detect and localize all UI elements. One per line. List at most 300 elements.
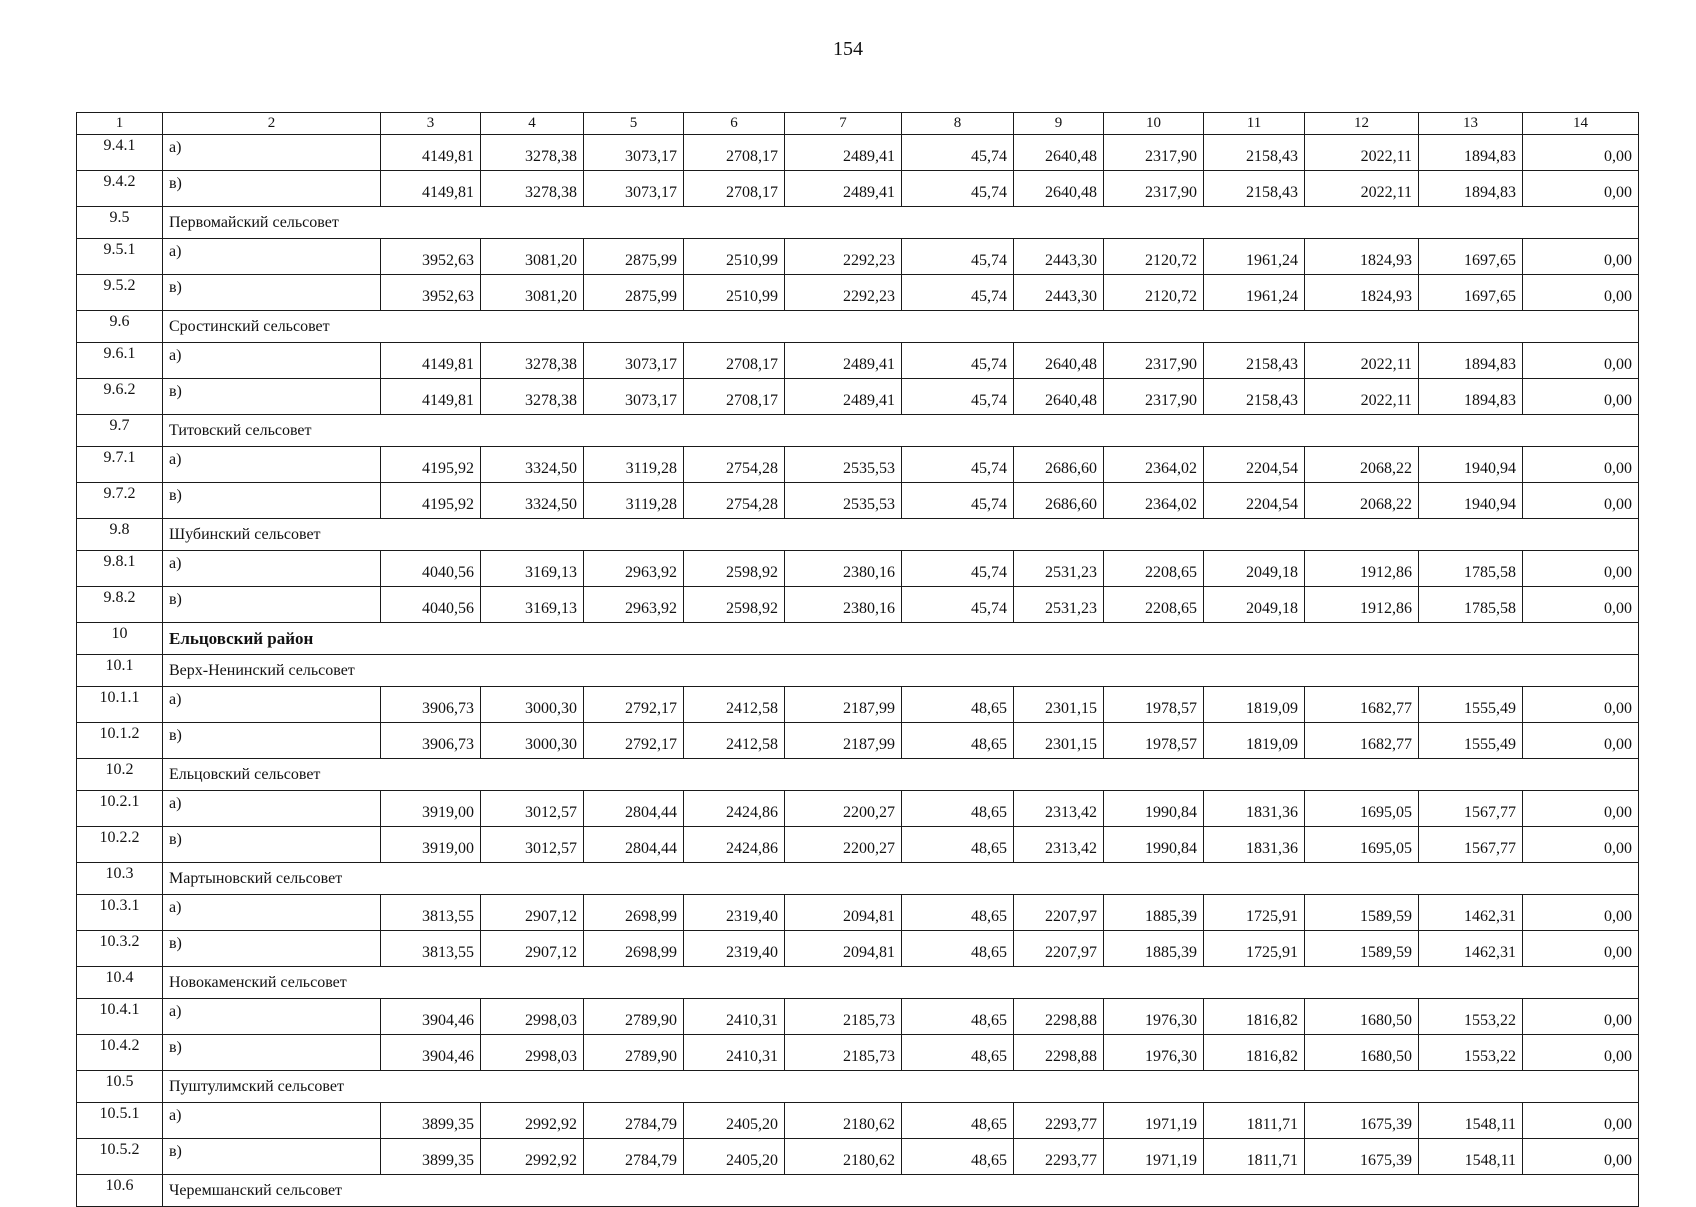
- row-label: а): [163, 551, 381, 587]
- section-title: Новокаменский сельсовет: [163, 967, 1639, 999]
- value-cell: 1940,94: [1419, 447, 1523, 483]
- value-cell: 2640,48: [1014, 379, 1104, 415]
- table-row: [77, 239, 1639, 275]
- value-cell: 2443,30: [1014, 275, 1104, 311]
- value-cell: 3278,38: [481, 379, 584, 415]
- value-cell: 2640,48: [1014, 171, 1104, 207]
- row-code: 10.3.2: [77, 931, 163, 967]
- table-row: [77, 135, 1639, 171]
- row-code: 10.5: [77, 1071, 163, 1103]
- value-cell: 2489,41: [785, 135, 902, 171]
- value-cell: 1555,49: [1419, 723, 1523, 759]
- value-cell: 0,00: [1523, 551, 1639, 587]
- row-label: а): [163, 895, 381, 931]
- value-cell: 2489,41: [785, 343, 902, 379]
- table-row: [77, 551, 1639, 587]
- value-cell: 3169,13: [481, 587, 584, 623]
- value-cell: 2317,90: [1104, 135, 1204, 171]
- value-cell: 2410,31: [684, 999, 785, 1035]
- value-cell: 3952,63: [381, 239, 481, 275]
- value-cell: 1680,50: [1305, 1035, 1419, 1071]
- row-code: 9.6.1: [77, 343, 163, 379]
- value-cell: 0,00: [1523, 587, 1639, 623]
- row-label: в): [163, 483, 381, 519]
- value-cell: 48,65: [902, 1103, 1014, 1139]
- value-cell: 45,74: [902, 171, 1014, 207]
- value-cell: 4040,56: [381, 551, 481, 587]
- value-cell: 2208,65: [1104, 587, 1204, 623]
- value-cell: 2792,17: [584, 687, 684, 723]
- value-cell: 1961,24: [1204, 239, 1305, 275]
- value-cell: 48,65: [902, 723, 1014, 759]
- value-cell: 2068,22: [1305, 483, 1419, 519]
- value-cell: 0,00: [1523, 171, 1639, 207]
- value-cell: 2158,43: [1204, 343, 1305, 379]
- value-cell: 2094,81: [785, 931, 902, 967]
- value-cell: 2443,30: [1014, 239, 1104, 275]
- section-row: [77, 655, 1639, 687]
- value-cell: 2187,99: [785, 687, 902, 723]
- value-cell: 2207,97: [1014, 895, 1104, 931]
- section-title: Ельцовский сельсовет: [163, 759, 1639, 791]
- value-cell: 2510,99: [684, 239, 785, 275]
- value-cell: 1978,57: [1104, 687, 1204, 723]
- table-row: [77, 687, 1639, 723]
- value-cell: 2875,99: [584, 275, 684, 311]
- value-cell: 1816,82: [1204, 999, 1305, 1035]
- value-cell: 1990,84: [1104, 827, 1204, 863]
- value-cell: 0,00: [1523, 379, 1639, 415]
- value-cell: 2301,15: [1014, 687, 1104, 723]
- value-cell: 1785,58: [1419, 551, 1523, 587]
- value-cell: 2489,41: [785, 379, 902, 415]
- value-cell: 1548,11: [1419, 1103, 1523, 1139]
- value-cell: 1971,19: [1104, 1139, 1204, 1175]
- column-header: 13: [1419, 113, 1523, 135]
- value-cell: 2298,88: [1014, 1035, 1104, 1071]
- table-row: [77, 483, 1639, 519]
- row-label: в): [163, 379, 381, 415]
- row-code: 9.4.1: [77, 135, 163, 171]
- value-cell: 2022,11: [1305, 379, 1419, 415]
- table-row: [77, 999, 1639, 1035]
- value-cell: 1816,82: [1204, 1035, 1305, 1071]
- value-cell: 2708,17: [684, 135, 785, 171]
- district-row: [77, 623, 1639, 655]
- value-cell: 0,00: [1523, 239, 1639, 275]
- row-code: 10.5.1: [77, 1103, 163, 1139]
- value-cell: 4149,81: [381, 379, 481, 415]
- value-cell: 1990,84: [1104, 791, 1204, 827]
- value-cell: 0,00: [1523, 931, 1639, 967]
- value-cell: 2963,92: [584, 551, 684, 587]
- value-cell: 1725,91: [1204, 931, 1305, 967]
- value-cell: 1555,49: [1419, 687, 1523, 723]
- row-code: 10.1.1: [77, 687, 163, 723]
- section-title: Шубинский сельсовет: [163, 519, 1639, 551]
- column-header: 1: [77, 113, 163, 135]
- value-cell: 2022,11: [1305, 135, 1419, 171]
- value-cell: 2364,02: [1104, 447, 1204, 483]
- value-cell: 2789,90: [584, 1035, 684, 1071]
- value-cell: 3278,38: [481, 135, 584, 171]
- table-row: [77, 343, 1639, 379]
- value-cell: 2120,72: [1104, 239, 1204, 275]
- value-cell: 2204,54: [1204, 483, 1305, 519]
- value-cell: 3899,35: [381, 1103, 481, 1139]
- row-code: 9.6.2: [77, 379, 163, 415]
- column-header: 7: [785, 113, 902, 135]
- value-cell: 1697,65: [1419, 275, 1523, 311]
- value-cell: 3813,55: [381, 895, 481, 931]
- value-cell: 2708,17: [684, 379, 785, 415]
- value-cell: 1824,93: [1305, 275, 1419, 311]
- row-code: 9.4.2: [77, 171, 163, 207]
- value-cell: 2317,90: [1104, 171, 1204, 207]
- value-cell: 45,74: [902, 239, 1014, 275]
- value-cell: 2489,41: [785, 171, 902, 207]
- row-code: 9.8: [77, 519, 163, 551]
- value-cell: 45,74: [902, 551, 1014, 587]
- row-label: в): [163, 1139, 381, 1175]
- value-cell: 1831,36: [1204, 827, 1305, 863]
- section-row: [77, 207, 1639, 239]
- value-cell: 1894,83: [1419, 171, 1523, 207]
- value-cell: 1912,86: [1305, 551, 1419, 587]
- value-cell: 0,00: [1523, 1139, 1639, 1175]
- column-header: 4: [481, 113, 584, 135]
- value-cell: 3119,28: [584, 483, 684, 519]
- value-cell: 45,74: [902, 483, 1014, 519]
- value-cell: 2698,99: [584, 931, 684, 967]
- value-cell: 2208,65: [1104, 551, 1204, 587]
- value-cell: 3012,57: [481, 827, 584, 863]
- row-code: 10.1.2: [77, 723, 163, 759]
- value-cell: 1462,31: [1419, 895, 1523, 931]
- value-cell: 2992,92: [481, 1103, 584, 1139]
- value-cell: 0,00: [1523, 135, 1639, 171]
- value-cell: 1695,05: [1305, 827, 1419, 863]
- value-cell: 2412,58: [684, 723, 785, 759]
- value-cell: 1553,22: [1419, 999, 1523, 1035]
- row-label: в): [163, 827, 381, 863]
- section-row: [77, 519, 1639, 551]
- section-row: [77, 1175, 1639, 1207]
- section-row: [77, 759, 1639, 791]
- row-label: в): [163, 275, 381, 311]
- section-row: [77, 967, 1639, 999]
- value-cell: 3000,30: [481, 723, 584, 759]
- row-code: 10.4.2: [77, 1035, 163, 1071]
- section-row: [77, 415, 1639, 447]
- value-cell: 2200,27: [785, 827, 902, 863]
- value-cell: 3278,38: [481, 343, 584, 379]
- value-cell: 3073,17: [584, 135, 684, 171]
- column-header: 11: [1204, 113, 1305, 135]
- value-cell: 2022,11: [1305, 171, 1419, 207]
- value-cell: 2158,43: [1204, 135, 1305, 171]
- section-row: [77, 311, 1639, 343]
- value-cell: 3904,46: [381, 999, 481, 1035]
- value-cell: 1894,83: [1419, 135, 1523, 171]
- value-cell: 2412,58: [684, 687, 785, 723]
- row-code: 10.2.2: [77, 827, 163, 863]
- value-cell: 48,65: [902, 687, 1014, 723]
- value-cell: 2068,22: [1305, 447, 1419, 483]
- value-cell: 2907,12: [481, 931, 584, 967]
- row-label: а): [163, 999, 381, 1035]
- value-cell: 2204,54: [1204, 447, 1305, 483]
- value-cell: 1885,39: [1104, 931, 1204, 967]
- value-cell: 2875,99: [584, 239, 684, 275]
- value-cell: 2708,17: [684, 343, 785, 379]
- column-number-row: [77, 113, 1639, 135]
- table-row: [77, 931, 1639, 967]
- value-cell: 1697,65: [1419, 239, 1523, 275]
- value-cell: 0,00: [1523, 275, 1639, 311]
- value-cell: 1978,57: [1104, 723, 1204, 759]
- value-cell: 2317,90: [1104, 343, 1204, 379]
- column-header: 5: [584, 113, 684, 135]
- value-cell: 2049,18: [1204, 551, 1305, 587]
- value-cell: 4195,92: [381, 447, 481, 483]
- value-cell: 0,00: [1523, 895, 1639, 931]
- value-cell: 4195,92: [381, 483, 481, 519]
- value-cell: 2784,79: [584, 1139, 684, 1175]
- value-cell: 0,00: [1523, 1035, 1639, 1071]
- value-cell: 1567,77: [1419, 827, 1523, 863]
- row-label: а): [163, 447, 381, 483]
- value-cell: 1725,91: [1204, 895, 1305, 931]
- value-cell: 2319,40: [684, 931, 785, 967]
- row-code: 9.5.2: [77, 275, 163, 311]
- value-cell: 48,65: [902, 827, 1014, 863]
- value-cell: 3278,38: [481, 171, 584, 207]
- value-cell: 2049,18: [1204, 587, 1305, 623]
- value-cell: 1824,93: [1305, 239, 1419, 275]
- column-header: 12: [1305, 113, 1419, 135]
- row-code: 10.3: [77, 863, 163, 895]
- value-cell: 0,00: [1523, 999, 1639, 1035]
- value-cell: 3000,30: [481, 687, 584, 723]
- table-row: [77, 1035, 1639, 1071]
- value-cell: 1885,39: [1104, 895, 1204, 931]
- table-row: [77, 1103, 1639, 1139]
- row-label: в): [163, 931, 381, 967]
- value-cell: 3012,57: [481, 791, 584, 827]
- value-cell: 1682,77: [1305, 723, 1419, 759]
- section-title: Черемшанский сельсовет: [163, 1175, 1639, 1207]
- value-cell: 45,74: [902, 587, 1014, 623]
- row-code: 10: [77, 623, 163, 655]
- table-row: [77, 275, 1639, 311]
- value-cell: 1682,77: [1305, 687, 1419, 723]
- value-cell: 3324,50: [481, 483, 584, 519]
- table-row: [77, 723, 1639, 759]
- section-title: Пуштулимский сельсовет: [163, 1071, 1639, 1103]
- value-cell: 3952,63: [381, 275, 481, 311]
- value-cell: 3081,20: [481, 239, 584, 275]
- section-title: Первомайский сельсовет: [163, 207, 1639, 239]
- table-row: [77, 895, 1639, 931]
- value-cell: 1912,86: [1305, 587, 1419, 623]
- column-header: 10: [1104, 113, 1204, 135]
- value-cell: 3906,73: [381, 723, 481, 759]
- row-code: 10.5.2: [77, 1139, 163, 1175]
- table-row: [77, 1139, 1639, 1175]
- value-cell: 4149,81: [381, 171, 481, 207]
- value-cell: 1894,83: [1419, 379, 1523, 415]
- value-cell: 3813,55: [381, 931, 481, 967]
- section-row: [77, 863, 1639, 895]
- column-header: 9: [1014, 113, 1104, 135]
- row-code: 9.5: [77, 207, 163, 239]
- value-cell: 0,00: [1523, 791, 1639, 827]
- value-cell: 0,00: [1523, 1103, 1639, 1139]
- value-cell: 2963,92: [584, 587, 684, 623]
- value-cell: 2187,99: [785, 723, 902, 759]
- value-cell: 48,65: [902, 999, 1014, 1035]
- value-cell: 2698,99: [584, 895, 684, 931]
- value-cell: 2319,40: [684, 895, 785, 931]
- value-cell: 0,00: [1523, 723, 1639, 759]
- value-cell: 1567,77: [1419, 791, 1523, 827]
- row-code: 10.1: [77, 655, 163, 687]
- value-cell: 2510,99: [684, 275, 785, 311]
- row-label: в): [163, 1035, 381, 1071]
- row-code: 10.4.1: [77, 999, 163, 1035]
- value-cell: 2992,92: [481, 1139, 584, 1175]
- value-cell: 2405,20: [684, 1139, 785, 1175]
- value-cell: 2424,86: [684, 827, 785, 863]
- value-cell: 2317,90: [1104, 379, 1204, 415]
- value-cell: 2298,88: [1014, 999, 1104, 1035]
- column-header: 2: [163, 113, 381, 135]
- value-cell: 2640,48: [1014, 135, 1104, 171]
- value-cell: 1976,30: [1104, 1035, 1204, 1071]
- section-title: Сростинский сельсовет: [163, 311, 1639, 343]
- row-label: а): [163, 239, 381, 275]
- section-title: Верх-Ненинский сельсовет: [163, 655, 1639, 687]
- value-cell: 45,74: [902, 135, 1014, 171]
- value-cell: 3919,00: [381, 791, 481, 827]
- value-cell: 2313,42: [1014, 827, 1104, 863]
- column-header: 3: [381, 113, 481, 135]
- value-cell: 2998,03: [481, 1035, 584, 1071]
- value-cell: 48,65: [902, 791, 1014, 827]
- value-cell: 1819,09: [1204, 723, 1305, 759]
- value-cell: 3081,20: [481, 275, 584, 311]
- value-cell: 2531,23: [1014, 551, 1104, 587]
- value-cell: 48,65: [902, 1035, 1014, 1071]
- value-cell: 48,65: [902, 931, 1014, 967]
- value-cell: 1961,24: [1204, 275, 1305, 311]
- value-cell: 1695,05: [1305, 791, 1419, 827]
- value-cell: 4040,56: [381, 587, 481, 623]
- value-cell: 2200,27: [785, 791, 902, 827]
- value-cell: 2531,23: [1014, 587, 1104, 623]
- value-cell: 3906,73: [381, 687, 481, 723]
- value-cell: 2022,11: [1305, 343, 1419, 379]
- row-label: в): [163, 587, 381, 623]
- value-cell: 2598,92: [684, 551, 785, 587]
- row-label: в): [163, 723, 381, 759]
- value-cell: 2180,62: [785, 1139, 902, 1175]
- row-code: 10.2: [77, 759, 163, 791]
- value-cell: 2907,12: [481, 895, 584, 931]
- row-code: 9.8.2: [77, 587, 163, 623]
- value-cell: 48,65: [902, 1139, 1014, 1175]
- value-cell: 2424,86: [684, 791, 785, 827]
- value-cell: 2207,97: [1014, 931, 1104, 967]
- row-code: 9.7.1: [77, 447, 163, 483]
- value-cell: 2293,77: [1014, 1103, 1104, 1139]
- value-cell: 2784,79: [584, 1103, 684, 1139]
- value-cell: 1680,50: [1305, 999, 1419, 1035]
- row-code: 10.4: [77, 967, 163, 999]
- value-cell: 2380,16: [785, 587, 902, 623]
- value-cell: 3073,17: [584, 379, 684, 415]
- section-title: Мартыновский сельсовет: [163, 863, 1639, 895]
- value-cell: 1548,11: [1419, 1139, 1523, 1175]
- value-cell: 1462,31: [1419, 931, 1523, 967]
- row-code: 9.6: [77, 311, 163, 343]
- value-cell: 2804,44: [584, 827, 684, 863]
- value-cell: 2754,28: [684, 483, 785, 519]
- value-cell: 48,65: [902, 895, 1014, 931]
- value-cell: 1675,39: [1305, 1103, 1419, 1139]
- value-cell: 0,00: [1523, 687, 1639, 723]
- row-code: 9.7: [77, 415, 163, 447]
- row-label: в): [163, 171, 381, 207]
- row-label: а): [163, 343, 381, 379]
- value-cell: 3169,13: [481, 551, 584, 587]
- value-cell: 2301,15: [1014, 723, 1104, 759]
- table-row: [77, 827, 1639, 863]
- value-cell: 1940,94: [1419, 483, 1523, 519]
- value-cell: 4149,81: [381, 135, 481, 171]
- value-cell: 3899,35: [381, 1139, 481, 1175]
- table-row: [77, 587, 1639, 623]
- value-cell: 2405,20: [684, 1103, 785, 1139]
- value-cell: 2292,23: [785, 239, 902, 275]
- value-cell: 2998,03: [481, 999, 584, 1035]
- value-cell: 0,00: [1523, 447, 1639, 483]
- value-cell: 1894,83: [1419, 343, 1523, 379]
- value-cell: 2686,60: [1014, 483, 1104, 519]
- value-cell: 1976,30: [1104, 999, 1204, 1035]
- value-cell: 2293,77: [1014, 1139, 1104, 1175]
- value-cell: 2158,43: [1204, 171, 1305, 207]
- value-cell: 1831,36: [1204, 791, 1305, 827]
- value-cell: 2120,72: [1104, 275, 1204, 311]
- table-row: [77, 791, 1639, 827]
- value-cell: 3919,00: [381, 827, 481, 863]
- value-cell: 2094,81: [785, 895, 902, 931]
- value-cell: 2313,42: [1014, 791, 1104, 827]
- value-cell: 2789,90: [584, 999, 684, 1035]
- value-cell: 1811,71: [1204, 1103, 1305, 1139]
- column-header: 6: [684, 113, 785, 135]
- value-cell: 1589,59: [1305, 895, 1419, 931]
- row-code: 10.3.1: [77, 895, 163, 931]
- value-cell: 45,74: [902, 343, 1014, 379]
- row-code: 10.6: [77, 1175, 163, 1207]
- value-cell: 0,00: [1523, 343, 1639, 379]
- table-row: [77, 171, 1639, 207]
- value-cell: 4149,81: [381, 343, 481, 379]
- value-cell: 3119,28: [584, 447, 684, 483]
